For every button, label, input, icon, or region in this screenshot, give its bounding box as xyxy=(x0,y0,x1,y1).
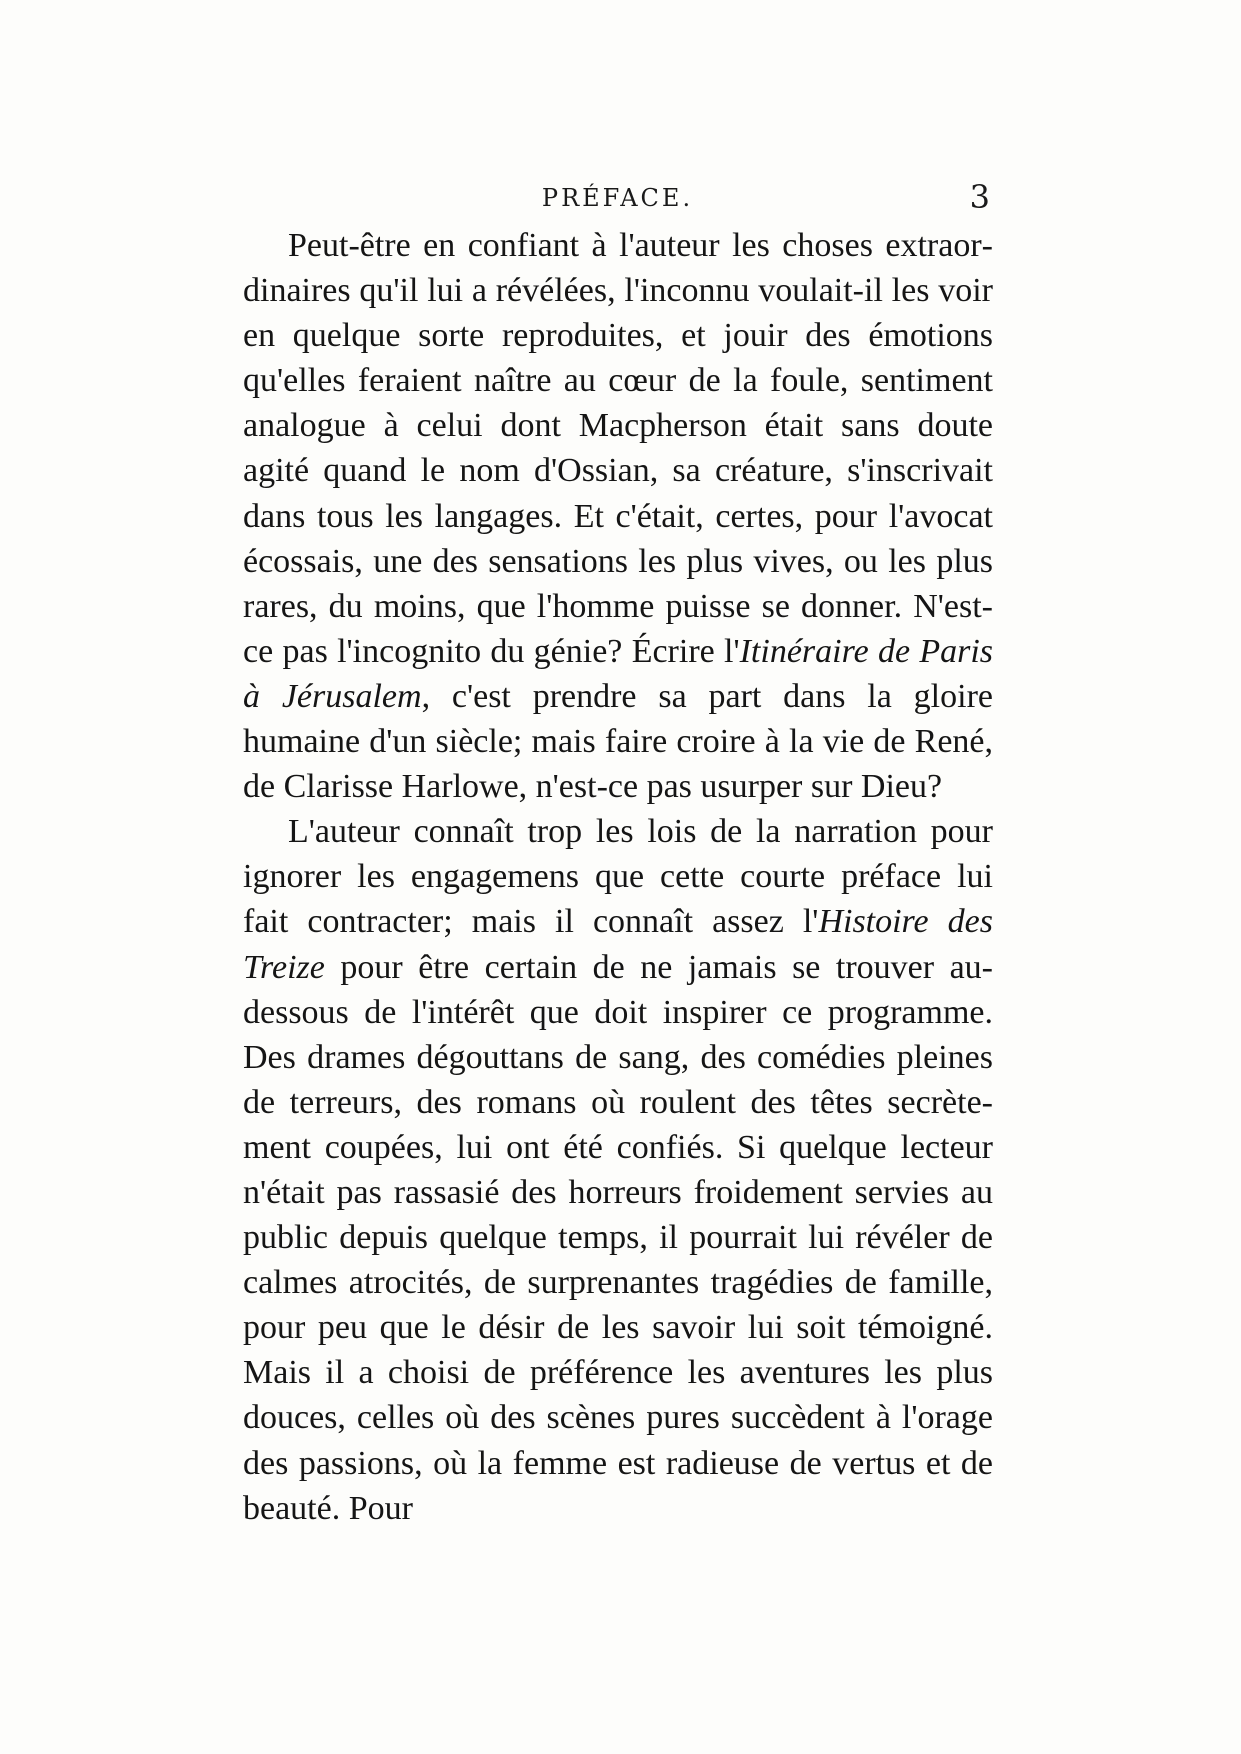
text-segment: L'auteur connaît trop les lois de la narration pour ignorer les engagemens que cette courte préface lui fait contracter; mais il connaît assez l' xyxy=(243,813,993,941)
book-title-italic: Histoire des Treize xyxy=(243,903,993,986)
running-head xyxy=(245,178,990,218)
text-segment: Peut-être en confiant à l'auteur les choses extraordinaires qu'il lui a révélées, l'inconnu voulait-il les voir en quelque sorte reproduites, et jouir des émotions qu'elles feraient naître au cœur de la foule, sentiment analogue à celui dont Macpherson était sans doute agité quand le nom d'Ossian, sa créature, s'inscrivait dans tous les langages. Et c'était, certes, pour l'avocat écossais, une des sensations les plus vives, ou les plus rares, du moins, que l'homme puisse se donner. N'est-ce pas l'incognito du génie? Écrire l' xyxy=(243,227,993,670)
text-segment: , c'est prendre sa part dans la gloire humaine d'un siècle; mais faire croire à la vie de René, de Clarisse Harlowe, n'est-ce pas usurper sur Dieu? xyxy=(243,677,993,806)
running-title: PRÉFACE. xyxy=(541,184,694,212)
body-text xyxy=(243,223,993,1531)
text-segment: pour être certain de ne jamais se trouver au-dessous de l'intérêt que doit inspirer ce programme. Des drames dégouttans de sang, des comédies pleines de terreurs, des romans où roulent des têtes secrètement coupées, lui ont été confiés. Si quelque lecteur n'était pas rassasié des horreurs froidement servies au public depuis quelque temps, il pourrait lui révéler de calmes atrocités, de surprenantes tragédies de famille, pour peu que le désir de les savoir lui soit témoigné. Mais il a choisi de préférence les aventures les plus douces, celles où des scènes pures succèdent à l'orage des passions, où la femme est radieuse de vertus et de beauté. Pour xyxy=(243,948,993,1527)
paragraph-2 xyxy=(243,809,993,1531)
book-title-italic: Itinéraire de Paris à Jérusalem xyxy=(243,632,994,715)
page-number: 3 xyxy=(969,178,990,216)
paragraph-1 xyxy=(243,223,993,809)
